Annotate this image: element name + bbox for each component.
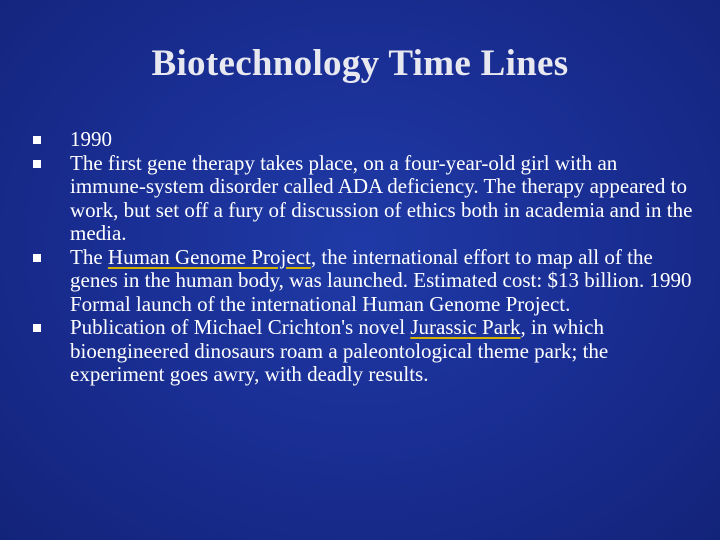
bullet-text-suffix: , in which bioengineered dinosaurs roam a paleontological theme park; the experiment goes awry, with deadly results. xyxy=(70,315,609,386)
bullet-item-year xyxy=(24,128,696,152)
bullet-text: The first gene therapy takes place, on a four-year-old girl with an immune-system disorder called ADA deficiency. The therapy appeared to work, but set off a fury of discussion of ethics both in academia and in the media. xyxy=(70,150,693,245)
square-bullet-icon xyxy=(33,136,41,144)
jurassic-park-link[interactable]: Jurassic Park xyxy=(410,315,521,339)
human-genome-project-link[interactable]: Human Genome Project xyxy=(107,244,311,269)
bullet-text-prefix: Publication of Michael Crichton's novel xyxy=(70,315,411,339)
bullet-text: 1990 xyxy=(70,127,112,151)
square-bullet-icon xyxy=(33,160,41,168)
bullet-text-suffix: , the international effort to map all of the genes in the human body, was launched. Estimated cost: $13 billion. 1990 Formal launch of the international Human Genome Project. xyxy=(70,244,692,316)
bullet-item-human-genome xyxy=(24,246,696,317)
bullet-item-gene-therapy xyxy=(24,152,696,246)
slide-title: Biotechnology Time Lines xyxy=(151,43,569,84)
square-bullet-icon xyxy=(33,254,41,262)
bullet-text-prefix: The xyxy=(70,244,108,269)
square-bullet-icon xyxy=(33,324,41,332)
bullet-list xyxy=(24,128,696,387)
bullet-item-jurassic-park xyxy=(24,316,696,387)
